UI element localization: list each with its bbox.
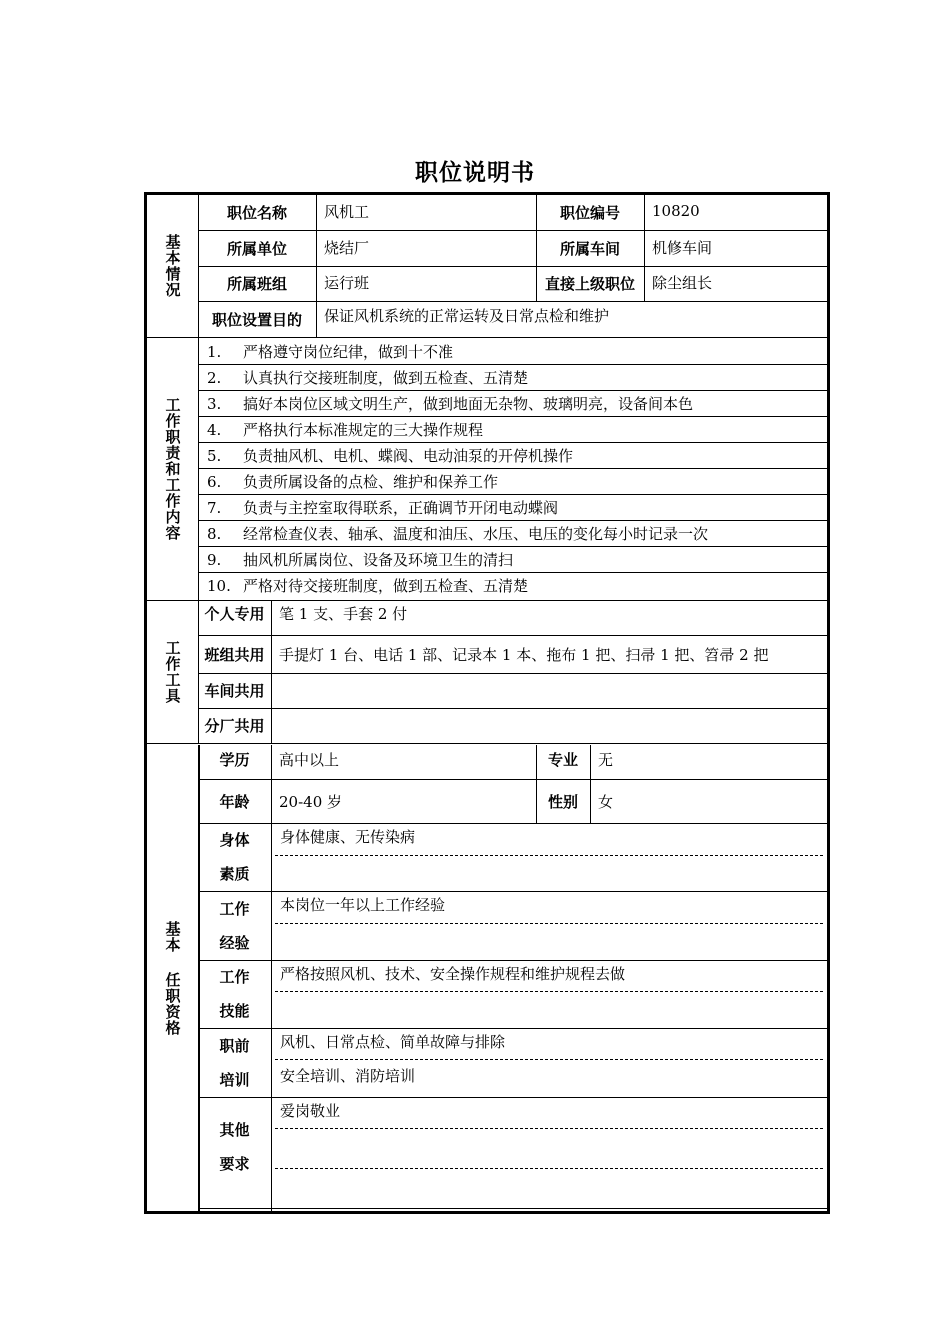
skills-value: 严格按照风机、技术、安全操作规程和维护规程去做	[280, 965, 626, 983]
tools-section	[147, 601, 827, 744]
basic-info-section-label-cell	[147, 195, 199, 337]
workshop-label: 所属车间	[559, 239, 620, 258]
other-value: 爱岗敬业	[280, 1102, 341, 1120]
dashed-divider	[275, 1168, 823, 1169]
education-label: 学历	[219, 750, 250, 769]
tools-section-label: 工作工具	[163, 640, 182, 704]
experience-label: 工作 经验	[219, 899, 250, 952]
tools-personal-label: 个人专用	[204, 604, 265, 623]
duty-item: 3. 搞好本岗位区域文明生产，做到地面无杂物、玻璃明亮，设备间本色	[207, 395, 694, 413]
duty-item: 7. 负责与主控室取得联系，正确调节开闭电动蝶阀	[207, 499, 559, 517]
purpose-label: 职位设置目的	[211, 310, 302, 329]
job-description-table	[144, 192, 828, 1214]
duty-item: 6. 负责所属设备的点检、维护和保养工作	[207, 473, 499, 491]
basic-info-section-label: 基本情况	[163, 234, 182, 298]
position-name-value: 风机工	[324, 202, 370, 221]
education-value: 高中以上	[279, 750, 340, 769]
experience-value: 本岗位一年以上工作经验	[280, 896, 446, 914]
duties-section-label: 工作职责和工作内容	[163, 397, 182, 541]
position-name-label: 职位名称	[226, 204, 287, 222]
position-no-value: 10820	[652, 202, 700, 220]
superior-value: 除尘组长	[652, 274, 713, 292]
workshop-value: 机修车间	[652, 238, 713, 257]
duty-item: 2. 认真执行交接班制度，做到五检查、五清楚	[207, 369, 529, 387]
duty-item: 5. 负责抽风机、电机、蝶阀、电动油泵的开停机操作	[207, 447, 574, 465]
tools-team-label: 班组共用	[204, 645, 265, 664]
qualifications-section-label: 基本 任职资格	[163, 920, 182, 1036]
dashed-divider	[275, 1059, 823, 1060]
dashed-divider	[275, 923, 823, 924]
tools-workshop-value	[271, 673, 827, 708]
tools-branch-value	[271, 708, 827, 743]
dashed-divider	[275, 1128, 823, 1129]
tools-workshop-label: 车间共用	[204, 682, 265, 700]
training-value-2: 安全培训、消防培训	[280, 1067, 416, 1085]
superior-label: 直接上级职位	[544, 275, 635, 293]
qualifications-section	[147, 745, 827, 1211]
duties-section	[147, 338, 827, 601]
gender-label: 性别	[547, 792, 578, 811]
tools-branch-label: 分厂共用	[204, 717, 265, 735]
gender-value: 女	[598, 792, 614, 811]
basic-info-section	[147, 195, 827, 338]
tools-team-value: 手提灯 1 台、电话 1 部、记录本 1 本、拖布 1 把、扫帚 1 把、笤帚 2 把	[279, 645, 769, 664]
training-label: 职前 培训	[219, 1036, 250, 1089]
duty-item: 8. 经常检查仪表、轴承、温度和油压、水压、电压的变化每小时记录一次	[207, 525, 709, 543]
major-value: 无	[598, 750, 614, 769]
dashed-divider	[275, 855, 823, 856]
training-value-1: 风机、日常点检、简单故障与排除	[280, 1033, 506, 1051]
major-label: 专业	[547, 750, 578, 769]
unit-value: 烧结厂	[324, 238, 370, 257]
purpose-value: 保证风机系统的正常运转及日常点检和维护	[324, 307, 610, 325]
other-label: 其他 要求	[219, 1121, 250, 1173]
duty-item: 1. 严格遵守岗位纪律，做到十不准	[207, 343, 454, 361]
team-label: 所属班组	[226, 275, 287, 293]
physical-value: 身体健康、无传染病	[280, 828, 416, 846]
position-no-label: 职位编号	[559, 204, 620, 222]
age-label: 年龄	[219, 792, 250, 811]
qualifications-section-label-cell	[147, 745, 200, 1211]
document-title: 职位说明书	[415, 160, 535, 186]
team-value: 运行班	[324, 274, 370, 292]
dashed-divider	[275, 991, 823, 992]
age-value: 20-40 岁	[279, 792, 343, 811]
physical-label: 身体 素质	[219, 831, 250, 883]
tools-personal-value: 笔 1 支、手套 2 付	[279, 604, 408, 623]
unit-label: 所属单位	[226, 239, 287, 258]
duty-item: 9. 抽风机所属岗位、设备及环境卫生的清扫	[207, 551, 514, 569]
tools-section-label-cell	[147, 601, 199, 743]
duty-item: 10. 严格对待交接班制度，做到五检查、五清楚	[207, 577, 529, 595]
duties-section-label-cell	[147, 338, 199, 600]
skills-label: 工作 技能	[219, 968, 250, 1020]
duty-item: 4. 严格执行本标准规定的三大操作规程	[207, 421, 484, 439]
